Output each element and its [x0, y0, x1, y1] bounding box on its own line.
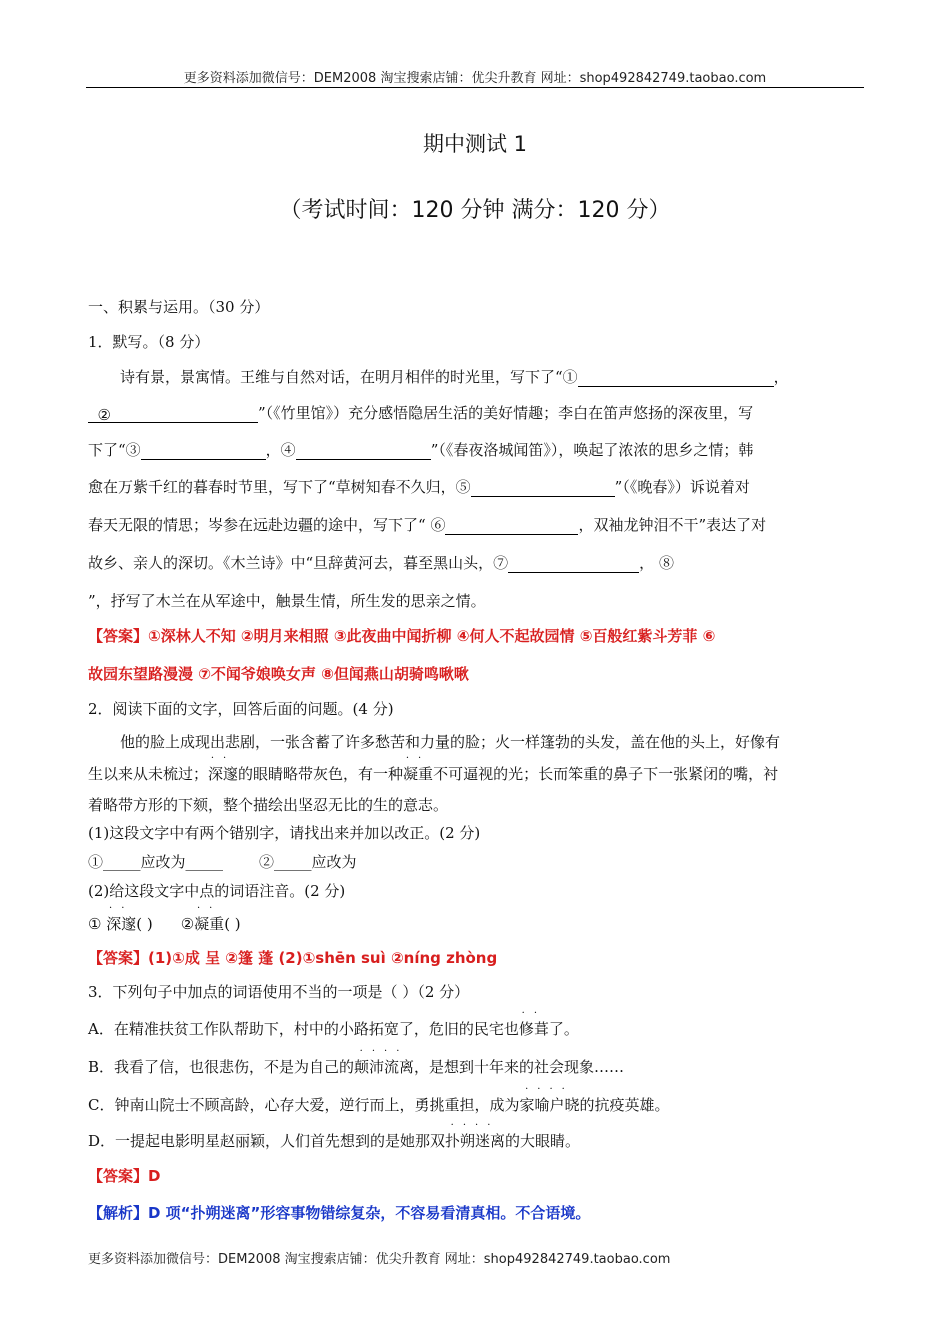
q1-line-5: 春天无限的情思；岑参在远赴边疆的途中，写下了“ ⑥ ，双袖龙钟泪不干”表达了对	[88, 516, 767, 534]
blank-6[interactable]	[445, 517, 578, 535]
q3-answer: 【答案】D	[88, 1167, 161, 1185]
q2-sub-2-blanks: ① ·· 深邃( ) ② ·· 凝重( )	[88, 903, 241, 933]
blank-4[interactable]	[296, 442, 431, 460]
q1-line-3: 下了“③ ，④ ”（《春夜洛城闻笛》），唤起了浓浓的思乡之情；韩	[88, 441, 754, 459]
blank-1[interactable]	[578, 369, 774, 387]
q2-answer: 【答案】(1)①成 呈 ②篷 蓬 (2)①shēn suì ②níng zhòng	[88, 949, 498, 967]
page-header: 更多资料添加微信号：DEM2008 淘宝搜索店铺：优尖升教育 网址：shop492842749.taobao.com	[183, 71, 767, 86]
header-rule	[86, 87, 864, 88]
q3-explanation: 【解析】D 项“扑朔迷离”形容事物错综复杂，不容易看清真相。不合语境。	[88, 1204, 591, 1222]
q1-answer-line-1: 【答案】①深林人不知 ②明月来相照 ③此夜曲中闻折柳 ④何人不起故园情 ⑤百般红紫斗芳菲 ⑥	[88, 627, 716, 645]
page-title: 期中测试 1	[422, 132, 528, 156]
dotted-word-dianpeiliuli: ···· 颠沛流离	[354, 1046, 415, 1076]
blank-5[interactable]	[471, 479, 615, 497]
q2-passage-line-2: 生以来从未梳过； ·· 深邃的眼睛略带灰色，有一种 ·· 凝重不可逼视的光；长而笨重的鼻子下一张紧闭的嘴，衬	[88, 753, 779, 783]
blank-7[interactable]	[508, 555, 639, 573]
question-3-heading: 3．下列句子中加点的词语使用不当的一项是（ ）（2 分）	[88, 983, 470, 1001]
q1-line-7: ”，抒写了木兰在从军途中，触景生情，所生发的思亲之情。	[88, 592, 486, 610]
q2-sub-2: (2)给这段文字中点的词语注音。(2 分)	[88, 882, 346, 900]
page-footer: 更多资料添加微信号：DEM2008 淘宝搜索店铺：优尖升教育 网址：shop492842749.taobao.com	[88, 1252, 671, 1267]
dotted-word-shensui: ·· 深邃	[208, 753, 239, 783]
dotted-word-ningzhong: ·· 凝重	[403, 753, 434, 783]
q1-line-4: 愈在万紫千红的暮春时节里，写下了“草树知春不久归，⑤ ”（《晚春》）诉说着对	[88, 478, 750, 496]
section-heading: 一、积累与运用。（30 分）	[88, 298, 270, 316]
dotted-word-shensui-2: ·· 深邃	[106, 903, 137, 933]
q3-option-c[interactable]: C．钟南山院士不顾高龄，心存大爱，逆行而上，勇挑重担，成为 ···· 家喻户晓的抗疫英雄。	[88, 1084, 670, 1114]
q1-line-1: 诗有景，景寓情。王维与自然对话，在明月相伴的时光里，写下了“① ，	[120, 368, 789, 386]
blank-3[interactable]	[141, 442, 266, 460]
q3-option-d[interactable]: D．一提起电影明星赵丽颖，人们首先想到的是她那双 ···· 扑朔迷离的大眼睛。	[88, 1120, 581, 1150]
question-2-heading: 2．阅读下面的文字，回答后面的问题。(4 分)	[88, 700, 394, 718]
q2-sub-1-blanks: ①_____应改为_____ ②_____应改为	[88, 853, 357, 871]
blank-2[interactable]: ②	[88, 405, 258, 423]
q2-passage-line-3: 着略带方形的下颏，整个描绘出坚忍无比的生的意志。	[88, 796, 449, 814]
q1-line-2: ② ”（《竹里馆》）充分感悟隐居生活的美好情趣；李白在笛声悠扬的深夜里，写	[88, 403, 753, 423]
q1-line-6: 故乡、亲人的深切。《木兰诗》中“旦辞黄河去，暮至黑山头，⑦ ， ⑧	[88, 554, 674, 572]
question-1-heading: 1．默写。（8 分）	[88, 333, 210, 351]
q3-option-b[interactable]: B．我看了信，也很悲伤，不是为自己的 ···· 颠沛流离，是想到十年来的社会现象……	[88, 1046, 625, 1076]
dotted-word-ningzhong-2: ·· 凝重	[194, 903, 225, 933]
dotted-word-pushuomili: ···· 扑朔迷离	[445, 1120, 506, 1150]
q3-option-a[interactable]: A．在精准扶贫工作队帮助下，村中的小路拓宽了，危旧的民宅也 ·· 修葺了。	[88, 1008, 579, 1038]
q2-passage-line-1: 他的脸上成现出悲剧，一张含蓄了许多愁苦和力量的脸；火一样篷勃的头发，盖在他的头上，好像有	[120, 733, 781, 751]
exam-info: （考试时间：120 分钟 满分：120 分）	[279, 198, 671, 223]
q2-sub-1: (1)这段文字中有两个错别字，请找出来并加以改正。(2 分)	[88, 824, 481, 842]
q1-answer-line-2: 故园东望路漫漫 ⑦不闻爷娘唤女声 ⑧但闻燕山胡骑鸣啾啾	[88, 665, 469, 683]
dotted-word-jiayuhuxiao: ···· 家喻户晓	[519, 1084, 580, 1114]
dotted-word-xiuqi: ·· 修葺	[518, 1008, 549, 1038]
